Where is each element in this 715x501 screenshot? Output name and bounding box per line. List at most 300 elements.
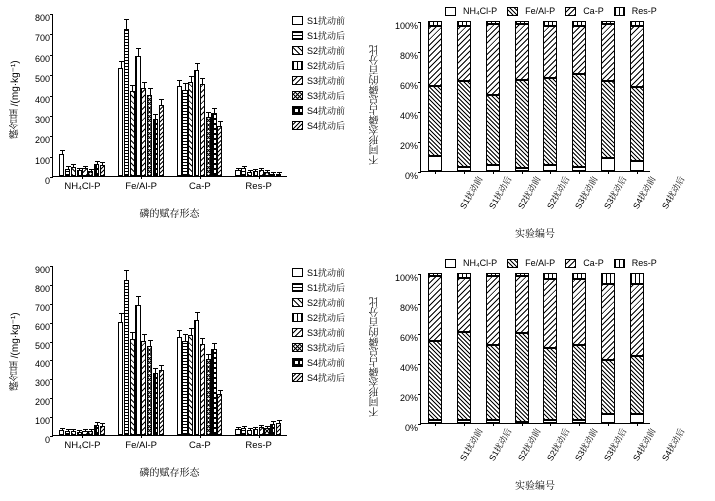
- bottom-left-bar: [159, 370, 164, 435]
- top-left-error-cap: [242, 166, 247, 167]
- bottom-left-bar: [65, 431, 70, 435]
- bottom-right-stack-segment: [573, 273, 585, 279]
- top-right-x-tick-label: S3扰动前: [573, 174, 600, 211]
- top-left-legend-swatch: [292, 61, 303, 70]
- bottom-left-error-bar: [273, 422, 274, 424]
- top-left-bar: [71, 167, 76, 176]
- top-left-bar: [182, 90, 187, 176]
- bottom-left-bar: [241, 428, 246, 435]
- bottom-right-stack-segment: [516, 333, 528, 422]
- top-right-stacked-bar: [428, 21, 442, 171]
- top-left-error-bar: [179, 81, 180, 86]
- top-right-x-tick-label: S1扰动前: [458, 174, 485, 211]
- bottom-left-error-cap: [177, 330, 182, 331]
- top-left-legend-item: [292, 14, 360, 27]
- top-left-bar: [82, 168, 87, 176]
- bottom-left-error-bar: [138, 297, 139, 305]
- top-left-error-bar: [220, 122, 221, 126]
- bottom-right-stack-segment: [487, 345, 499, 420]
- top-left-error-bar: [102, 163, 103, 165]
- top-right-stack-segment: [602, 24, 614, 81]
- bottom-left-bar: [59, 430, 64, 435]
- bottom-left-legend: [292, 266, 360, 386]
- bottom-left-y-tick: 800: [34, 283, 50, 294]
- bottom-left-error-cap: [142, 334, 147, 335]
- bottom-left-y-tick: 700: [34, 302, 50, 313]
- top-right-stack-segment: [631, 161, 643, 172]
- top-left-plot-area: [34, 13, 287, 192]
- bottom-left-legend-label: S2扰动前: [307, 298, 346, 308]
- top-left-error-bar: [244, 167, 245, 168]
- top-right-stack-segment: [516, 21, 528, 24]
- top-left-error-cap: [136, 48, 141, 49]
- bottom-left-legend-swatch: [292, 268, 303, 277]
- bottom-left-error-cap: [259, 425, 264, 426]
- top-left-y-tick: 700: [34, 33, 50, 44]
- top-right-legend: [445, 6, 710, 16]
- top-left-x-tick-mark: [82, 176, 83, 179]
- top-left-legend-swatch: [292, 76, 303, 85]
- top-left-error-bar: [214, 109, 215, 113]
- bottom-left-y-tick-mark: [50, 417, 53, 418]
- chart-bottom-right: [360, 252, 715, 501]
- bottom-right-y-tick-mark: [418, 334, 421, 335]
- bottom-left-y-tick: 500: [34, 340, 50, 351]
- bottom-right-x-tick-mark: [550, 423, 551, 426]
- top-left-error-cap: [195, 63, 200, 64]
- bottom-left-legend-item: [292, 311, 360, 324]
- top-left-error-bar: [138, 49, 139, 56]
- bottom-left-error-bar: [68, 430, 69, 431]
- top-right-y-axis-title: 不同形态磷占总磷的百分比: [370, 45, 381, 165]
- bottom-right-x-tick-mark: [522, 423, 523, 426]
- top-left-error-bar: [121, 62, 122, 68]
- top-left-bar: [65, 169, 70, 176]
- bottom-left-error-cap: [200, 338, 205, 339]
- bottom-right-x-tick-label: S2扰动前: [515, 426, 543, 463]
- bottom-left-error-cap: [153, 368, 158, 369]
- bottom-right-stacked-bar: [543, 273, 557, 423]
- bottom-left-error-bar: [132, 333, 133, 339]
- top-left-error-bar: [202, 79, 203, 84]
- bottom-right-stack-segment: [458, 278, 470, 332]
- bottom-left-y-tick: 300: [34, 378, 50, 389]
- bottom-left-error-bar: [85, 430, 86, 431]
- bottom-right-y-tick-mark: [418, 274, 421, 275]
- top-right-x-tick-label: S1扰动后: [486, 174, 514, 211]
- bottom-right-y-tick: 40%: [399, 363, 418, 373]
- top-right-y-tick-mark: [418, 82, 421, 83]
- bottom-right-legend-item: [614, 258, 657, 268]
- bottom-right-legend: [445, 258, 710, 268]
- top-right-stack-segment: [544, 26, 556, 79]
- top-right-stack-segment: [429, 86, 441, 157]
- top-left-bar: [77, 170, 82, 176]
- bottom-left-legend-swatch: [292, 313, 303, 322]
- bottom-right-x-axis-title: 实验编号: [515, 481, 555, 492]
- bottom-left-bar: [135, 305, 140, 435]
- top-left-y-tick-mark: [50, 177, 53, 178]
- bottom-left-bar: [188, 335, 193, 435]
- bottom-right-stack-segment: [602, 360, 614, 414]
- bottom-right-y-tick: 100%: [394, 273, 418, 283]
- top-left-legend-swatch: [292, 121, 303, 130]
- top-right-stack-segment: [602, 21, 614, 24]
- bottom-left-error-bar: [185, 335, 186, 341]
- top-right-x-tick-label: S3扰动后: [601, 174, 629, 211]
- top-right-stack-segment: [602, 158, 614, 172]
- bottom-right-y-tick: 60%: [399, 333, 418, 343]
- top-left-legend-label: S2扰动前: [307, 46, 346, 56]
- bottom-left-plot-area: [34, 265, 287, 451]
- top-left-error-bar: [150, 89, 151, 94]
- top-left-y-tick-mark: [50, 157, 53, 158]
- bottom-left-legend-item: [292, 356, 360, 369]
- top-right-y-tick: 80%: [399, 51, 418, 61]
- top-right-legend-swatch: [507, 7, 518, 16]
- top-right-legend: [445, 6, 710, 16]
- top-left-error-bar: [185, 84, 186, 90]
- top-left-error-bar: [155, 115, 156, 119]
- top-left-bar: [135, 56, 140, 176]
- bottom-left-x-tick-label: Ca-P: [189, 440, 211, 451]
- bottom-left-legend-swatch: [292, 343, 303, 352]
- top-left-legend-item: [292, 89, 360, 102]
- bottom-left-error-cap: [242, 426, 247, 427]
- bottom-left-y-axis-title: 磷含量 /(mg·kg⁻¹): [10, 312, 21, 392]
- top-right-y-tick-mark: [418, 142, 421, 143]
- top-right-legend-label: Res-P: [631, 6, 657, 16]
- bottom-right-stacked-bar: [428, 273, 442, 423]
- bottom-left-x-tick-label: NH₄Cl-P: [64, 440, 101, 451]
- top-left-x-tick-label: Fe/Al-P: [125, 181, 157, 192]
- bottom-left-bar: [124, 280, 129, 435]
- bottom-left-y-tick-mark: [50, 436, 53, 437]
- bottom-left-bar: [253, 429, 258, 435]
- bottom-right-legend-swatch: [445, 259, 456, 268]
- bottom-left-error-bar: [102, 424, 103, 426]
- bottom-left-x-axis-title: 磷的赋存形态: [139, 468, 200, 479]
- bottom-left-error-cap: [218, 390, 223, 391]
- bottom-right-y-tick: 0%: [404, 423, 418, 433]
- bottom-left-bar: [88, 431, 93, 435]
- top-right-stack-segment: [516, 24, 528, 80]
- bottom-right-stack-segment: [458, 332, 470, 421]
- top-left-error-cap: [271, 172, 276, 173]
- bottom-right-legend-label: Res-P: [631, 258, 657, 268]
- top-left-error-cap: [142, 82, 147, 83]
- top-left-error-cap: [200, 78, 205, 79]
- top-left-error-cap: [60, 150, 65, 151]
- bottom-left-error-bar: [62, 429, 63, 430]
- bottom-right-legend-label: NH₄Cl-P: [463, 258, 498, 268]
- top-left-x-tick-label: Ca-P: [189, 181, 211, 192]
- bottom-left-y-tick-mark: [50, 342, 53, 343]
- top-left-bar: [200, 84, 205, 176]
- top-right-stack-segment: [429, 21, 441, 26]
- bottom-left-error-bar: [121, 314, 122, 322]
- top-right-stack-segment: [487, 95, 499, 166]
- top-right-y-tick-mark: [418, 52, 421, 53]
- top-right-legend-item: [614, 6, 657, 16]
- top-left-y-tick: 500: [34, 74, 50, 85]
- bottom-left-error-bar: [250, 429, 251, 430]
- bottom-right-y-tick-mark: [418, 394, 421, 395]
- top-left-x-axis-title: 磷的赋存形态: [139, 209, 200, 220]
- top-left-error-bar: [68, 167, 69, 169]
- bottom-right-x-tick-mark: [608, 423, 609, 426]
- bottom-right-stack-segment: [429, 341, 441, 421]
- bottom-right-x-tick-label: S4扰动前: [630, 426, 658, 463]
- bottom-left-error-bar: [161, 366, 162, 370]
- bottom-left-legend-label: S3扰动后: [307, 343, 346, 353]
- top-left-y-tick: 100: [34, 155, 50, 166]
- bottom-right-x-tick-label: S3扰动前: [573, 426, 600, 463]
- top-right-stack-segment: [429, 26, 441, 86]
- top-right-y-tick-mark: [418, 22, 421, 23]
- bottom-right-y-tick-mark: [418, 424, 421, 425]
- top-left-legend-item: [292, 119, 360, 132]
- bottom-right-x-tick-label: S1扰动前: [458, 426, 485, 463]
- top-left-legend-label: S1扰动后: [307, 31, 346, 41]
- bottom-left-y-tick: 100: [34, 416, 50, 427]
- top-left-legend-item: [292, 44, 360, 57]
- top-left-error-bar: [91, 170, 92, 171]
- top-right-y-tick: 20%: [399, 141, 418, 151]
- bottom-left-legend-swatch: [292, 358, 303, 367]
- bottom-right-stack-segment: [573, 345, 585, 420]
- bottom-left-error-cap: [60, 428, 65, 429]
- top-left-bar: [211, 113, 216, 176]
- bottom-right-legend-item: [445, 258, 497, 268]
- top-left-error-cap: [95, 161, 100, 162]
- bottom-left-legend-label: S4扰动前: [307, 358, 346, 368]
- bottom-left-bar: [100, 426, 105, 435]
- bottom-left-x-tick-label: Fe/Al-P: [125, 440, 157, 451]
- top-right-stack-segment: [631, 87, 643, 161]
- bottom-left-bar: [270, 424, 275, 435]
- bottom-right-x-tick-label: S4扰动后: [659, 426, 687, 463]
- bottom-left-bar: [206, 359, 211, 435]
- top-right-y-tick-mark: [418, 172, 421, 173]
- bottom-right-stack-segment: [602, 414, 614, 423]
- top-left-legend-label: S4扰动前: [307, 106, 346, 116]
- bottom-right-stack-segment: [516, 276, 528, 333]
- top-right-y-tick: 0%: [404, 171, 418, 181]
- top-left-error-bar: [79, 169, 80, 170]
- bottom-right-x-tick-mark: [579, 423, 580, 426]
- bottom-left-x-tick-mark: [141, 435, 142, 438]
- bottom-left-bar: [182, 341, 187, 435]
- bottom-right-y-tick-mark: [418, 304, 421, 305]
- top-left-bar: [153, 119, 158, 176]
- top-right-legend-label: NH₄Cl-P: [463, 6, 498, 16]
- top-left-error-cap: [218, 121, 223, 122]
- top-left-bar: [247, 172, 252, 176]
- top-right-stacked-bar: [572, 21, 586, 171]
- top-right-stacked-bar: [486, 21, 500, 171]
- top-left-y-tick-mark: [50, 136, 53, 137]
- top-right-legend-swatch: [445, 7, 456, 16]
- bottom-right-x-tick-label: S3扰动后: [601, 426, 629, 463]
- bottom-right-y-tick: 20%: [399, 393, 418, 403]
- bottom-left-x-tick-label: Res-P: [245, 440, 272, 451]
- bottom-right-legend-label: Fe/Al-P: [525, 258, 556, 268]
- top-right-y-tick-mark: [418, 112, 421, 113]
- bottom-right-stacked-bar: [457, 273, 471, 423]
- top-left-error-bar: [197, 64, 198, 70]
- top-left-error-bar: [273, 173, 274, 174]
- top-left-error-bar: [261, 169, 262, 170]
- bottom-right-stack-segment: [429, 273, 441, 276]
- top-left-y-tick: 600: [34, 53, 50, 64]
- bottom-right-stack-segment: [487, 276, 499, 345]
- bottom-left-legend-swatch: [292, 373, 303, 382]
- bottom-right-stack-segment: [487, 273, 499, 276]
- bottom-left-error-bar: [97, 423, 98, 425]
- bottom-left-error-bar: [150, 341, 151, 346]
- bottom-right-stack-segment: [516, 273, 528, 276]
- top-right-stack-segment: [458, 21, 470, 26]
- bottom-left-bar: [217, 394, 222, 435]
- bottom-left-error-bar: [238, 428, 239, 429]
- top-right-legend-item: [507, 6, 555, 16]
- bottom-left-bar: [77, 432, 82, 435]
- top-left-x-tick-mark: [259, 176, 260, 179]
- top-right-x-tick-mark: [464, 171, 465, 174]
- bottom-left-legend-item: [292, 281, 360, 294]
- top-right-stack-segment: [573, 21, 585, 26]
- top-right-y-tick: 60%: [399, 81, 418, 91]
- top-left-y-tick-mark: [50, 34, 53, 35]
- top-left-error-bar: [208, 113, 209, 117]
- bottom-right-legend-label: Ca-P: [583, 258, 604, 268]
- top-left-error-cap: [83, 166, 88, 167]
- bottom-right-stack-segment: [631, 273, 643, 284]
- top-left-bar: [100, 165, 105, 176]
- bottom-left-y-tick: 600: [34, 321, 50, 332]
- bottom-left-y-tick: 400: [34, 359, 50, 370]
- top-left-bar: [177, 86, 182, 176]
- top-right-stack-segment: [487, 21, 499, 24]
- top-left-bar: [141, 88, 146, 176]
- top-right-plot-area: [394, 21, 687, 211]
- bottom-left-error-bar: [197, 313, 198, 320]
- top-left-error-bar: [126, 20, 127, 29]
- top-left-bar: [88, 171, 93, 176]
- bottom-left-error-cap: [95, 422, 100, 423]
- bottom-left-error-cap: [71, 429, 76, 430]
- bottom-left-error-bar: [73, 430, 74, 431]
- top-right-y-tick: 100%: [394, 21, 418, 31]
- top-left-y-tick: 800: [34, 13, 50, 23]
- chart-top-right: [360, 0, 715, 245]
- bottom-left-y-tick-mark: [50, 285, 53, 286]
- bottom-left-legend-item: [292, 326, 360, 339]
- top-left-error-bar: [255, 170, 256, 171]
- bottom-left-error-bar: [91, 430, 92, 431]
- top-left-error-cap: [124, 19, 129, 20]
- top-left-error-cap: [100, 162, 105, 163]
- bottom-right-stacked-bar: [515, 273, 529, 423]
- bottom-left-error-bar: [214, 344, 215, 349]
- top-left-bar: [188, 82, 193, 176]
- top-left-error-cap: [265, 170, 270, 171]
- top-left-error-cap: [212, 108, 217, 109]
- bottom-left-y-tick: 0: [44, 435, 50, 445]
- top-left-y-tick-mark: [50, 75, 53, 76]
- top-left-bar: [276, 174, 281, 176]
- top-left-legend-swatch: [292, 16, 303, 25]
- top-right-legend-label: Ca-P: [583, 6, 604, 16]
- bottom-right-x-tick-mark: [493, 423, 494, 426]
- bottom-right-stacked-bar: [486, 273, 500, 423]
- bottom-right-stack-segment: [429, 276, 441, 341]
- top-left-error-bar: [161, 100, 162, 104]
- top-left-error-bar: [97, 162, 98, 164]
- bottom-left-bar: [177, 337, 182, 435]
- top-right-stacked-bar: [630, 21, 644, 171]
- bottom-right-stack-segment: [631, 284, 643, 356]
- bottom-right-y-tick-mark: [418, 364, 421, 365]
- bottom-left-error-bar: [244, 427, 245, 428]
- top-left-error-bar: [250, 171, 251, 172]
- bottom-right-x-tick-label: S1扰动后: [486, 426, 514, 463]
- top-left-bar: [194, 70, 199, 176]
- bottom-left-error-cap: [100, 423, 105, 424]
- bottom-right-stack-segment: [458, 273, 470, 278]
- bottom-left-legend-item: [292, 341, 360, 354]
- top-left-error-bar: [191, 77, 192, 83]
- top-left-error-bar: [144, 83, 145, 88]
- bottom-left-legend-item: [292, 371, 360, 384]
- bottom-left-bar: [259, 427, 264, 435]
- bottom-left-legend-swatch: [292, 283, 303, 292]
- top-right-x-tick-label: S4扰动后: [659, 174, 687, 211]
- bottom-left-y-tick-mark: [50, 379, 53, 380]
- top-left-legend-label: S2扰动后: [307, 61, 346, 71]
- top-right-x-tick-label: S4扰动前: [630, 174, 658, 211]
- bottom-right-legend-swatch: [614, 259, 625, 268]
- top-right-x-tick-mark: [608, 171, 609, 174]
- top-right-stack-segment: [573, 26, 585, 74]
- top-left-y-tick: 300: [34, 114, 50, 125]
- bottom-left-bar: [94, 425, 99, 435]
- bottom-left-y-tick-mark: [50, 360, 53, 361]
- top-right-stack-segment: [458, 81, 470, 167]
- top-left-error-cap: [277, 172, 282, 173]
- bottom-left-error-bar: [79, 431, 80, 432]
- bottom-left-error-cap: [66, 429, 71, 430]
- bottom-left-error-bar: [179, 331, 180, 337]
- top-right-x-tick-label: S2扰动后: [544, 174, 572, 211]
- bottom-right-stack-segment: [544, 348, 556, 420]
- bottom-left-error-cap: [136, 296, 141, 297]
- bottom-right-stack-segment: [602, 273, 614, 284]
- top-left-bar: [217, 126, 222, 176]
- top-left-x-tick-label: NH₄Cl-P: [64, 181, 101, 192]
- bottom-left-bar: [153, 373, 158, 435]
- top-left-bar: [264, 172, 269, 176]
- bottom-left-bar: [247, 430, 252, 435]
- bottom-right-x-tick-label: S2扰动后: [544, 426, 572, 463]
- bottom-left-y-tick: 200: [34, 397, 50, 408]
- top-right-stack-segment: [458, 26, 470, 82]
- top-right-stacked-bar: [543, 21, 557, 171]
- bottom-left-error-cap: [212, 343, 217, 344]
- bottom-left-error-bar: [202, 339, 203, 344]
- bottom-left-legend-label: S3扰动前: [307, 328, 346, 338]
